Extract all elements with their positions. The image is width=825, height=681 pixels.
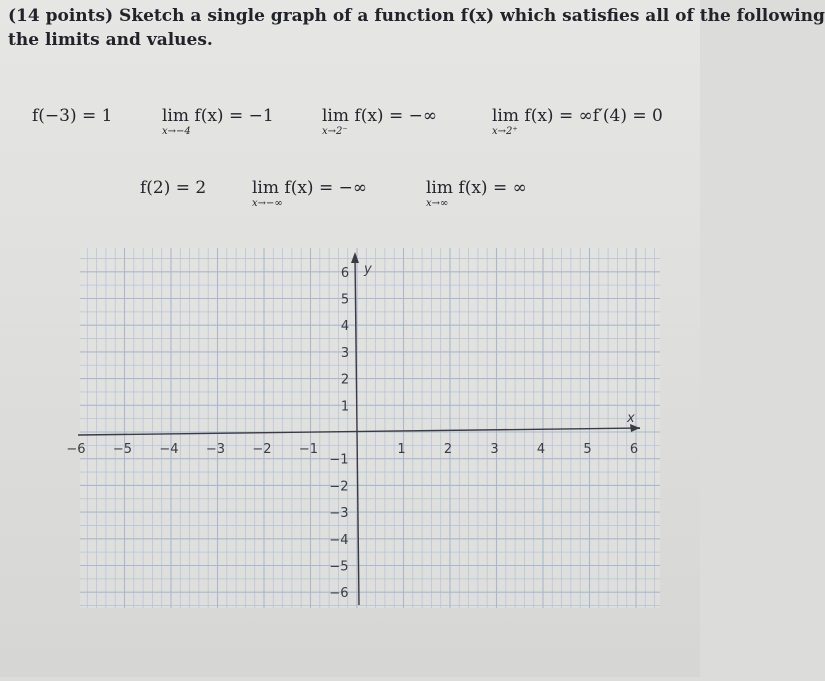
x-tick-label: −3 — [205, 442, 226, 457]
y-tick-label: 5 — [340, 292, 350, 308]
y-tick-label: −1 — [329, 452, 349, 468]
limit-expression: lim f(x) = ∞f′(4) = 0 — [492, 106, 663, 126]
limit-expression: lim f(x) = −∞ — [322, 106, 437, 126]
limit-subscript: x→2⁺ — [492, 126, 518, 137]
x-tick-label: −2 — [252, 442, 272, 457]
x-tick-label: −6 — [66, 442, 86, 457]
condition-f-neg3: f(−3) = 1 — [32, 106, 113, 126]
x-tick-label: −5 — [112, 442, 133, 457]
x-tick-label: 3 — [490, 442, 499, 457]
y-tick-label: −2 — [329, 479, 349, 495]
x-axis-label: x — [627, 411, 635, 426]
y-tick-label: 3 — [340, 345, 350, 361]
x-tick-label: 1 — [397, 442, 406, 457]
x-tick-label: 4 — [536, 442, 546, 457]
y-tick-label: −6 — [329, 586, 349, 602]
y-tick-label: 6 — [340, 265, 350, 281]
limit-subscript: x→−4 — [162, 126, 191, 137]
limit-subscript: x→∞ — [426, 198, 449, 209]
x-tick-label: −1 — [298, 442, 319, 457]
limit-subscript: x→2⁻ — [322, 126, 348, 137]
y-tick-label: −5 — [329, 559, 349, 575]
x-tick-label: 2 — [443, 442, 453, 457]
limit-expression: lim f(x) = −1 — [162, 106, 274, 126]
problem-line-1: (14 points) Sketch a single graph of a function f(x) which satisfies all of the following — [8, 6, 825, 26]
limit-subscript: x→−∞ — [252, 198, 283, 209]
y-axis-label: y — [364, 262, 372, 277]
grid-background — [80, 248, 660, 608]
limit-expression: lim f(x) = ∞ — [426, 178, 527, 198]
condition-f-2: f(2) = 2 — [140, 178, 207, 198]
y-tick-label: 2 — [340, 372, 350, 388]
y-tick-label: −3 — [329, 506, 349, 522]
y-tick-label: −4 — [329, 532, 349, 548]
x-tick-label: 5 — [583, 442, 592, 457]
x-tick-label: 6 — [629, 442, 639, 457]
x-tick-label: −4 — [159, 442, 179, 457]
y-tick-label: 1 — [340, 399, 350, 415]
limit-expression: lim f(x) = −∞ — [252, 178, 367, 198]
y-tick-label: 4 — [340, 319, 350, 335]
problem-line-2: the limits and values. — [8, 30, 213, 50]
